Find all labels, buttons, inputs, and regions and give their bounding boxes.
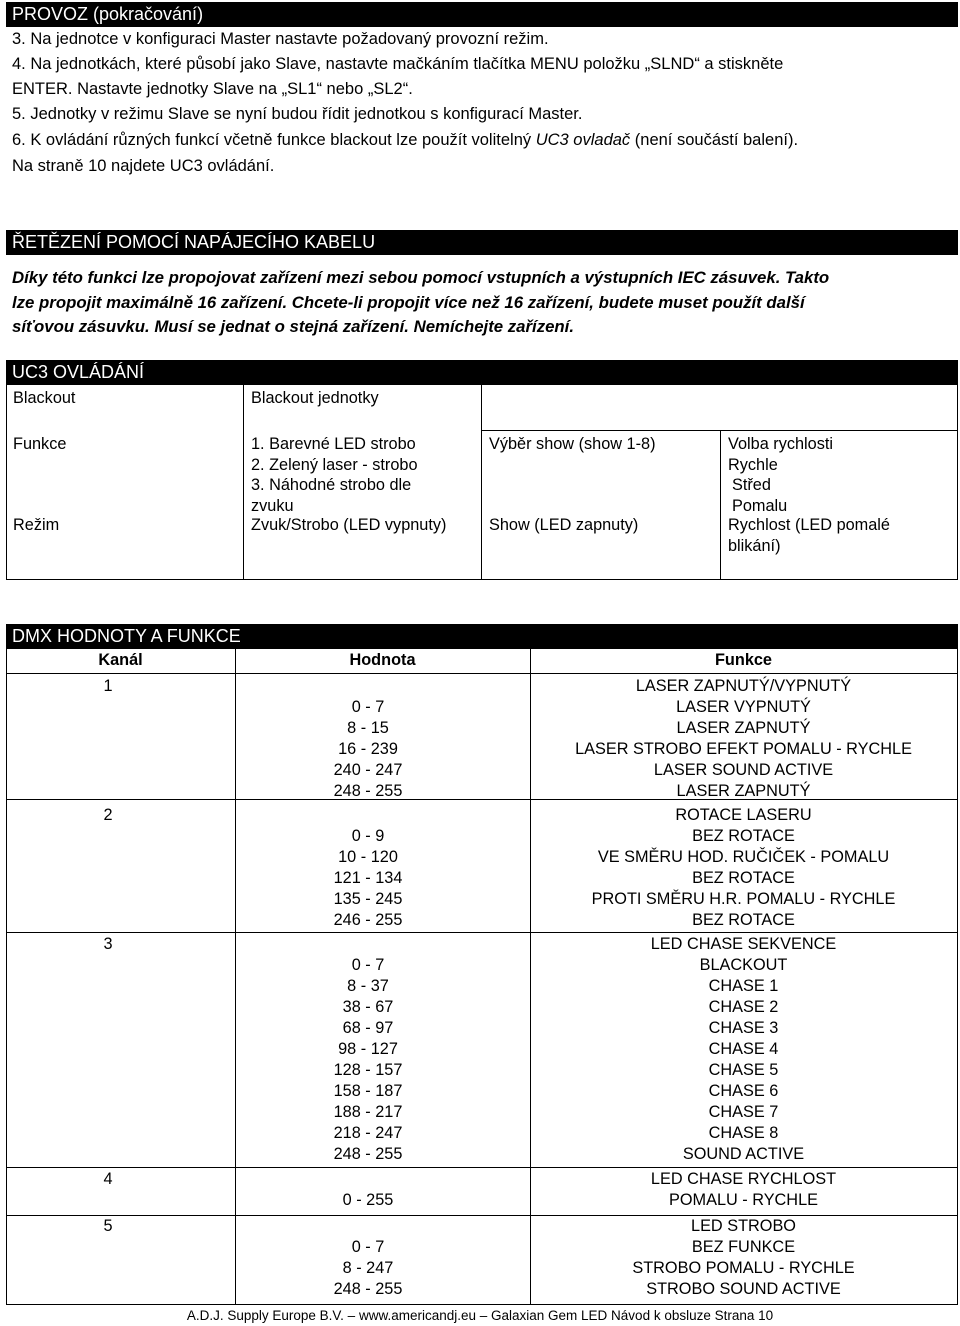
page-footer: A.D.J. Supply Europe B.V. – www.americandj.eu – Galaxian Gem LED Návod k obsluze Strana 10 [186,1308,774,1323]
provoz-line-3: 3. Na jednotce v konfiguraci Master nastavte požadovaný provozní režim. [12,30,549,48]
uc3-r2c4-line: Rychle [728,455,778,474]
provoz-line-7: Na straně 10 najdete UC3 ovládání. [12,157,275,175]
dmx-functions: ROTACE LASERU BEZ ROTACE VE SMĚRU HOD. RUČIČEK - POMALU BEZ ROTACE PROTI SMĚRU H.R. POMALU - RYCHLE BEZ ROTACE [591,806,896,929]
uc3-r2c2-line: 1. Barevné LED strobo [251,435,416,453]
dmx-functions: LED CHASE SEKVENCE BLACKOUT CHASE 1 CHASE 2 CHASE 3 CHASE 4 CHASE 5 CHASE 6 CHASE 7 CHASE 8 SOUND ACTIVE [650,935,837,1163]
dmx-values: 0 - 7 8 - 37 38 - 67 68 - 97 98 - 127 128 - 157 158 - 187 188 - 217 218 - 247 248 - 255 [333,956,403,1163]
dmx-channel: 3 [103,935,113,953]
uc3-r2c1: Funkce [13,435,67,453]
line6-text-b: (není součástí balení). [630,131,799,149]
uc3-r2c4-line: Volba rychlosti [728,435,833,453]
dmx-header-function: Funkce [714,651,772,669]
section-title-dmx: DMX HODNOTY A FUNKCE [6,624,958,649]
uc3-r3c3: Show (LED zapnuty) [489,516,639,534]
dmx-functions: LASER ZAPNUTÝ/VYPNUTÝ LASER VYPNUTÝ LASER ZAPNUTÝ LASER STROBO EFEKT POMALU - RYCHLE LASER SOUND ACTIVE LASER ZAPNUTÝ [575,677,912,800]
dmx-functions: LED CHASE RYCHLOST POMALU - RYCHLE [650,1170,837,1209]
provoz-line-5: 5. Jednotky v režimu Slave se nyní budou řídit jednotkou s konfigurací Master. [12,105,583,123]
dmx-table [6,649,958,1305]
dmx-functions: LED STROBO BEZ FUNKCE STROBO POMALU - RYCHLE STROBO SOUND ACTIVE [632,1217,855,1298]
section-title-provoz: PROVOZ (pokračování) [6,2,958,27]
line6-italic: UC3 ovladač [535,131,631,149]
uc3-r2c2 [251,434,418,516]
dmx-channel: 5 [103,1217,113,1235]
provoz-line-4: 4. Na jednotkách, které působí jako Slave, nastavte mačkáním tlačítka MENU položku „SLND“ a stiskněte [12,55,784,73]
uc3-r1c2: Blackout jednotky [251,389,379,407]
uc3-r3c4-line: blikání) [728,536,781,555]
uc3-r1c1: Blackout [13,389,76,407]
uc3-r2c4 [728,434,833,516]
uc3-r2c2-line: zvuku [251,496,294,515]
dmx-channel: 2 [103,806,113,824]
provoz-line-4b: ENTER. Nastavte jednotky Slave na „SL1“ nebo „SL2“. [12,80,413,98]
dmx-values: 0 - 7 8 - 247 248 - 255 [333,1238,403,1298]
uc3-r2c2-line: 2. Zelený laser - strobo [251,455,418,474]
section-title-chain: ŘETĚZENÍ POMOCÍ NAPÁJECÍHO KABELU [6,230,958,255]
uc3-table [6,384,958,580]
dmx-values: 0 - 7 8 - 15 16 - 239 240 - 247 248 - 255 [333,698,403,800]
chain-paragraph [12,266,956,340]
dmx-header-channel: Kanál [98,651,143,669]
provoz-line-6 [12,129,798,151]
uc3-r2c2-line: 3. Náhodné strobo dle [251,476,412,494]
section-title-uc3: UC3 OVLÁDÁNÍ [6,360,958,385]
uc3-r2c4-line: Střed [732,476,771,494]
chain-line: lze propojit maximálně 16 zařízení. Chcete-li propojit více než 16 zařízení, budete muset použít další [12,292,805,312]
uc3-r3c4-line: Rychlost (LED pomalé [728,516,890,534]
uc3-r3c4 [728,515,890,556]
dmx-channel: 4 [103,1170,113,1188]
dmx-values: 0 - 255 [342,1191,394,1209]
chain-line: Díky této funkci lze propojovat zařízení mezi sebou pomocí vstupních a výstupních IEC zásuvek. Takto [12,268,830,287]
uc3-r2c4-line: Pomalu [732,496,788,515]
dmx-header-value: Hodnota [349,651,416,669]
dmx-values: 0 - 9 10 - 120 121 - 134 135 - 245 246 - 255 [333,827,403,929]
line6-text-a: 6. K ovládání různých funkcí včetně funkce blackout lze použít volitelný [12,131,536,149]
uc3-r2c3: Výběr show (show 1-8) [489,435,656,453]
dmx-channel: 1 [103,677,113,695]
chain-line: síťovou zásuvku. Musí se jednat o stejná zařízení. Nemíchejte zařízení. [12,317,574,336]
uc3-r3c1: Režim [13,516,60,534]
uc3-r3c2: Zvuk/Strobo (LED vypnuty) [251,516,447,534]
